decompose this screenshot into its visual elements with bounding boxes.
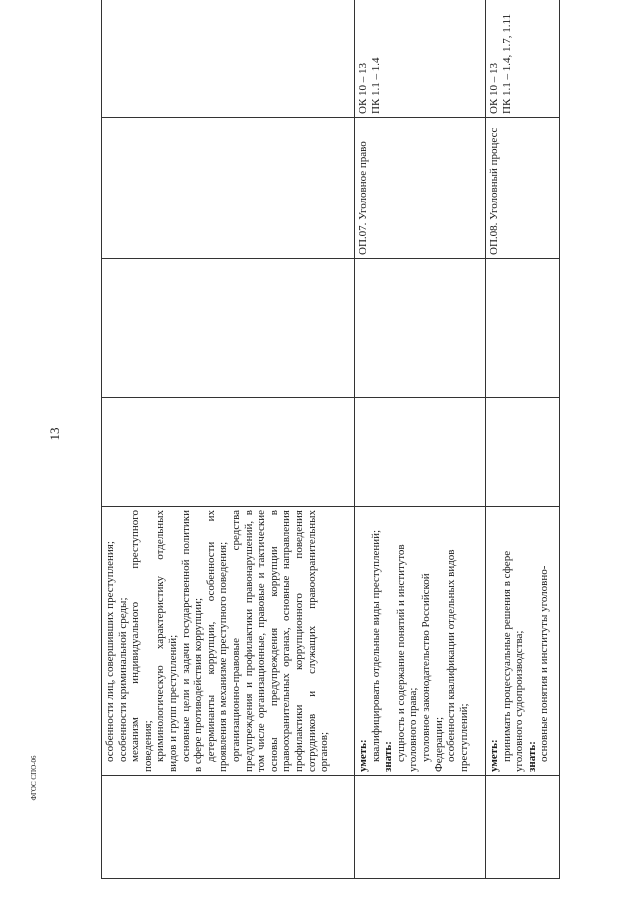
hours-cell [355, 398, 486, 507]
content-line: Федерации; [432, 716, 445, 772]
curriculum-table [101, 0, 560, 879]
index-cell [355, 776, 486, 879]
page-number: 13 [47, 427, 62, 441]
content-cell [355, 507, 486, 776]
discipline-cell: ОП.07. Уголовное право [355, 118, 486, 259]
content-line: предупреждения и профилактики правонарушений, в [242, 510, 255, 772]
index-cell [486, 776, 560, 879]
content-line: проявления в механизме преступного поведения; [217, 541, 230, 772]
discipline-cell: ОП.08. Уголовный процесс [486, 118, 560, 259]
content-cell [102, 507, 355, 776]
content-line: основные понятия и институты уголовно- [538, 565, 551, 762]
content-line: уметь: [488, 739, 500, 772]
content-line: принимать процессуальные решения в сфере [500, 550, 513, 762]
index-cell [102, 776, 355, 879]
content-line: квалифицировать отдельные виды преступлений; [369, 529, 382, 762]
content-line: механизм индивидуального преступного [129, 510, 142, 762]
content-line: детерминанты коррупции, особенности их [204, 510, 217, 762]
content-line: знать: [525, 741, 538, 772]
content-line: поведения; [141, 720, 154, 772]
content-line: особенности лиц, совершивших преступления; [104, 541, 116, 762]
content-line: органов; [318, 731, 331, 772]
competencies-cell [102, 0, 355, 118]
content-line: организационно-правовые средства [229, 510, 242, 762]
competencies-cell: ОК 10 – 13 ПК 1.1 – 1.4 [355, 0, 486, 118]
content-line: основные цели и задачи государственной политики [179, 510, 192, 762]
hours-cell-2 [486, 259, 560, 398]
content-line: сущность и содержание понятий и институтов [394, 544, 407, 762]
content-line: основы предупреждения коррупции в [267, 510, 280, 772]
hours-cell [486, 398, 560, 507]
table-row [355, 0, 486, 879]
content-line: преступлений; [457, 703, 470, 772]
content-line: правоохранительных органах, основные направления [280, 510, 293, 772]
content-line: в сфере противодействия коррупции; [192, 597, 205, 772]
curriculum-table-rotated [101, 13, 559, 879]
competencies-cell: ОК 10 – 13 ПК 1.1 – 1.4, 1.7, 1.11 [486, 0, 560, 118]
content-line: уголовного судопроизводства; [513, 630, 526, 772]
table-row [486, 0, 560, 879]
discipline-cell [102, 118, 355, 259]
content-line: уголовного права; [407, 687, 420, 772]
content-line: том числе организационные, правовые и тактические [255, 510, 268, 772]
hours-cell [102, 398, 355, 507]
content-line: особенности квалификации отдельных видов [445, 549, 458, 762]
hours-cell-2 [355, 259, 486, 398]
content-line: видов и групп преступлений; [166, 634, 179, 772]
table-row [102, 0, 355, 879]
hours-cell-2 [102, 259, 355, 398]
content-line: криминологическую характеристику отдельных [154, 510, 167, 762]
document-code-footer: ФГОС СПО-06 [30, 755, 38, 801]
content-line: уметь: [357, 739, 369, 772]
content-line: сотрудников и служащих правоохранительных [305, 510, 318, 772]
content-line: профилактики коррупционного поведения [292, 510, 305, 772]
content-line: особенности криминальной среды; [116, 597, 129, 762]
content-cell [486, 507, 560, 776]
content-line: уголовное законодательство Российской [419, 573, 432, 762]
content-line: знать: [382, 741, 395, 772]
